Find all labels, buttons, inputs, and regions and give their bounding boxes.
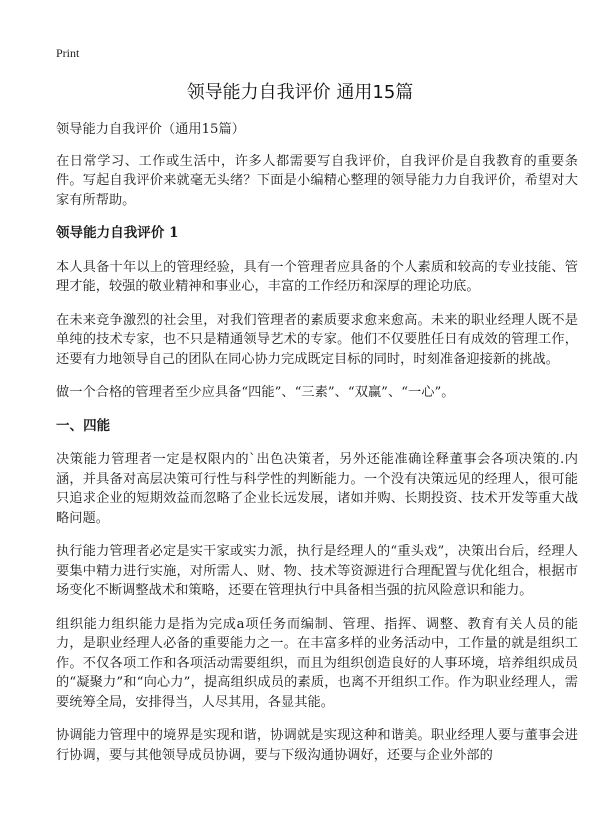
paragraph: 做一个合格的管理者至少应具备“四能”、“三素”、“双赢”、“一心”。 bbox=[56, 385, 455, 400]
print-link[interactable]: Print bbox=[56, 46, 80, 60]
section-heading-2: 一、四能 bbox=[56, 417, 111, 434]
paragraph: 决策能力管理者一定是权限内的`出色决策者，另外还能准确诠释董事会各项决策的.内涵，并具备对高层决策可行性与科学性的判断能力。一个没有决策远见的经理人，很可能只追求企业的短期效益而忽略了企业长远发展，诸如并购、长期投资、技术开发等重大战略问题。 bbox=[56, 452, 578, 526]
intro-paragraph: 在日常学习、工作或生活中，许多人都需要写自我评价，自我评价是自我教育的重要条件。写起自我评价来就毫无头绪？下面是小编精心整理的领导能力力自我评价，希望对大家有所帮助。 bbox=[56, 153, 578, 208]
document-body bbox=[56, 120, 578, 779]
paragraph: 协调能力管理中的境界是实现和谐，协调就是实现这种和谐美。职业经理人要与董事会进行协调，要与其他领导成员协调，要与下级沟通协调好，还要与企业外部的 bbox=[56, 728, 578, 763]
section-heading-1: 领导能力自我评价 1 bbox=[56, 225, 179, 241]
paragraph: 本人具备十年以上的管理经验，具有一个管理者应具备的个人素质和较高的专业技能、管理才能，较强的敬业精神和事业心，丰富的工作经历和深厚的理论功底。 bbox=[56, 259, 578, 294]
document-subtitle: 领导能力自我评价（通用15篇） bbox=[56, 122, 245, 137]
paragraph: 在未来竞争激烈的社会里，对我们管理者的素质要求愈来愈高。未来的职业经理人既不是单纯的技术专家，也不只是精通领导艺术的专家。他们不仅要胜任日有成效的管理工作，还要有力地领导自己的团队在同心协力完成既定目标的同时，时刻准备迎接新的挑战。 bbox=[56, 312, 578, 367]
document-title: 领导能力自我评价 通用15篇 bbox=[186, 82, 414, 103]
paragraph: 执行能力管理者必定是实干家或实力派，执行是经理人的“重头戏”，决策出台后，经理人要集中精力进行实施，对所需人、财、物、技术等资源进行合理配置与优化组合，根据市场变化不断调整战术和策略，还要在管理执行中具备相当强的抗风险意识和能力。 bbox=[56, 544, 578, 598]
paragraph: 组织能力组织能力是指为完成a项任务而编制、管理、指挥、调整、教育有关人员的能力，是职业经理人必备的重要能力之一。在丰富多样的业务活动中，工作量的就是组织工作。不仅各项工作和各项活动需要组织，而且为组织创造良好的人事环境，培养组织成员的“凝聚力”和“向心力”，提高组织成员的素质，也离不开组织工作。作为职业经理人，需要统筹全局，安排得当，人尽其用，各显其能。 bbox=[56, 616, 578, 710]
